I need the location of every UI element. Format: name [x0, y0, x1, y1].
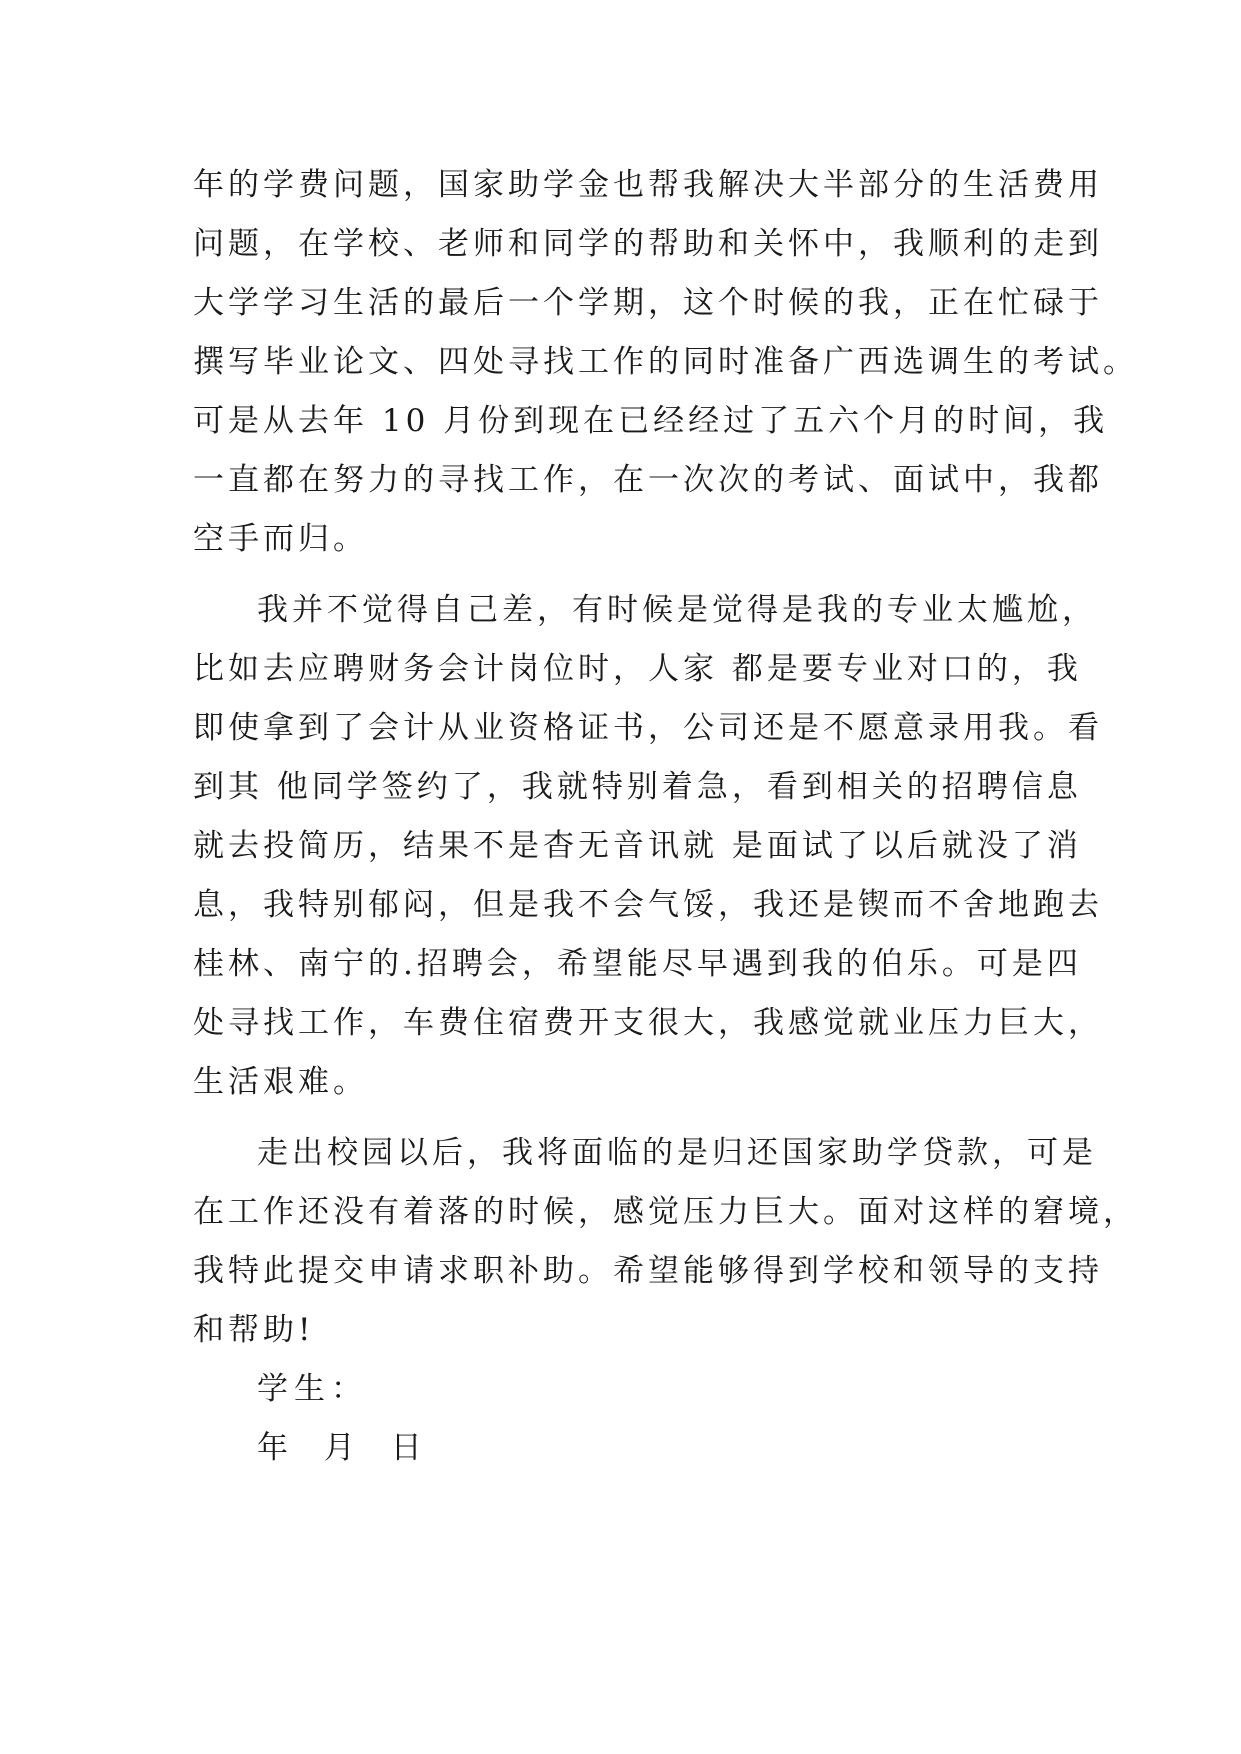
date-year: 年 — [257, 1430, 294, 1466]
paragraph-line: 和帮助! — [193, 1312, 315, 1348]
paragraph-line: 息，我特别郁闷，但是我不会气馁，我还是锲而不舍地跑去 — [193, 887, 1103, 923]
paragraph-line: 我特此提交申请求职补助。希望能够得到学校和领导的支持 — [193, 1253, 1103, 1289]
date-day: 日 — [390, 1430, 428, 1466]
date-month: 月 — [323, 1430, 361, 1466]
paragraph-line: 问题，在学校、老师和同学的帮助和关怀中，我顺利的走到 — [193, 226, 1103, 262]
paragraph-line: 撰写毕业论文、四处寻找工作的同时准备广西选调生的考试。 — [193, 344, 1138, 380]
letter-body — [193, 156, 1138, 1478]
paragraph-2 — [193, 581, 1103, 1112]
paragraph-line: 即使拿到了会计从业资格证书，公司还是不愿意录用我。看 — [193, 710, 1103, 746]
paragraph-3 — [193, 1124, 1138, 1360]
paragraph-line: 大学学习生活的最后一个学期，这个时候的我，正在忙碌于 — [193, 285, 1103, 321]
signature-label: 学生： — [257, 1371, 368, 1407]
paragraph-line: 处寻找工作，车费住宿费开支很大，我感觉就业压力巨大， — [193, 1005, 1103, 1041]
paragraph-line: 生活艰难。 — [193, 1064, 368, 1100]
paragraph-line: 空手而归。 — [193, 521, 368, 557]
date-line — [193, 1419, 1057, 1478]
paragraph-1 — [193, 156, 1138, 569]
paragraph-line: 桂林、南宁的.招聘会，希望能尽早遇到我的伯乐。可是四 — [193, 946, 1082, 982]
paragraph-line: 我并不觉得自己差，有时候是觉得是我的专业太尴尬， — [257, 592, 1097, 628]
paragraph-line: 比如去应聘财务会计岗位时，人家 都是要专业对口的，我 — [193, 651, 1082, 687]
paragraph-line: 可是从去年 10 月份到现在已经经过了五六个月的时间，我 — [193, 403, 1109, 439]
paragraph-line: 在工作还没有着落的时候，感觉压力巨大。面对这样的窘境， — [193, 1194, 1138, 1230]
paragraph-line: 到其 他同学签约了，我就特别着急，看到相关的招聘信息 — [193, 769, 1082, 805]
paragraph-line: 年的学费问题，国家助学金也帮我解决大半部分的生活费用 — [193, 167, 1103, 203]
paragraph-line: 走出校园以后，我将面临的是归还国家助学贷款，可是 — [257, 1135, 1097, 1171]
paragraph-line: 就去投简历，结果不是杳无音讯就 是面试了以后就没了消 — [193, 828, 1082, 864]
paragraph-line: 一直都在努力的寻找工作，在一次次的考试、面试中，我都 — [193, 462, 1103, 498]
